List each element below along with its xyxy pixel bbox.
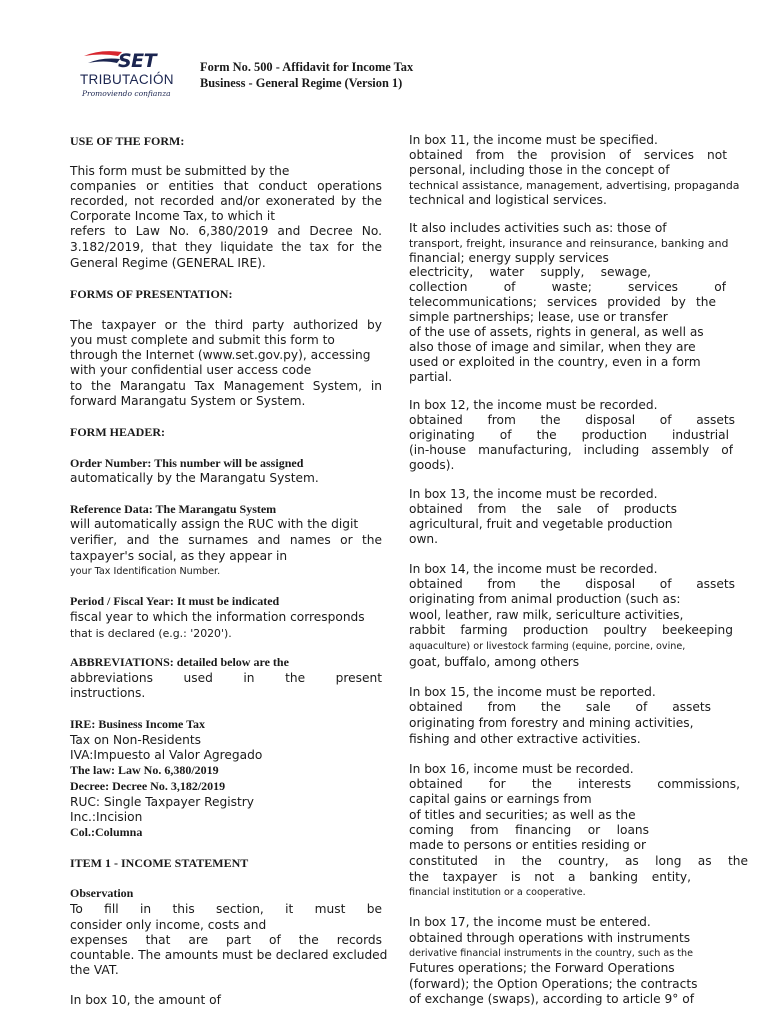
abbreviation-line: Inc.:Incision [70, 810, 143, 824]
text-line: instructions. [70, 686, 146, 700]
text-line: Futures operations; the Forward Operations [409, 961, 675, 975]
abbreviation-line: Tax on Non-Residents [70, 733, 201, 747]
form-title-line: Form No. 500 - Affidavit for Income Tax [200, 60, 414, 74]
text-line: aquaculture) or livestock farming (equine, porcine, ovine, [409, 641, 686, 652]
logo-wordmark: TRIBUTACIÓN [80, 72, 174, 87]
text-line: through the Internet (www.set.gov.py), accessing [70, 348, 371, 362]
text-line: taxpayer's social, as they appear in [70, 549, 288, 563]
text-line: originating of the production industrial [409, 428, 729, 442]
text-line: wool, leather, raw milk, sericulture activities, [409, 608, 684, 622]
text-line: of exchange (swaps), according to article 9° of [409, 992, 695, 1006]
abbreviation-line: IVA:Impuesto al Valor Agregado [70, 748, 263, 762]
text-line: consider only income, costs and [70, 918, 267, 932]
text-line: In box 16, income must be recorded. [409, 762, 634, 776]
section-heading: FORMS OF PRESENTATION: [70, 287, 233, 301]
text-line: abbreviations used in the present [70, 671, 382, 685]
text-line: companies or entities that conduct operations [70, 179, 382, 193]
section-heading: ABBREVIATIONS: detailed below are the [70, 655, 289, 669]
text-line: coming from financing or loans [409, 823, 649, 837]
text-line: goat, buffalo, among others [409, 655, 580, 669]
text-line: refers to Law No. 6,380/2019 and Decree No. [70, 224, 382, 238]
text-line: obtained from the provision of services not [409, 148, 727, 162]
text-line: will automatically assign the RUC with the digit [70, 517, 359, 531]
text-line: electricity, water supply, sewage, [409, 265, 651, 279]
text-line: with your confidential user access code [70, 363, 312, 377]
set-tributacion-logo [78, 48, 188, 104]
text-line: technical and logistical services. [409, 193, 607, 207]
section-heading: FORM HEADER: [70, 425, 165, 439]
text-line: that is declared (e.g.: '2020'). [70, 627, 232, 640]
text-line: originating from animal production (such as: [409, 592, 681, 606]
text-line: This form must be submitted by the [70, 164, 290, 178]
abbreviation-line: The law: Law No. 6,380/2019 [70, 763, 219, 777]
text-line: to the Marangatu Tax Management System, in [70, 379, 382, 393]
text-line: In box 10, the amount of [70, 993, 221, 1007]
text-line: technical assistance, management, advertising, propaganda [409, 179, 740, 192]
text-line: To fill in this section, it must be [70, 902, 382, 916]
text-line: verifier, and the surnames and names or the [70, 533, 382, 547]
text-line: agricultural, fruit and vegetable production [409, 517, 673, 531]
field-heading: Period / Fiscal Year: It must be indicated [70, 594, 280, 608]
text-line: obtained for the interests commissions, [409, 777, 740, 791]
text-line: countable. The amounts must be declared excluded [70, 948, 388, 962]
text-line: made to persons or entities residing or [409, 838, 647, 852]
text-line: partial. [409, 370, 453, 384]
text-line: In box 13, the income must be recorded. [409, 487, 658, 501]
text-line: In box 15, the income must be reported. [409, 685, 656, 699]
text-line: recorded, not recorded and/or exonerated by the [70, 194, 382, 208]
abbreviation-heading: IRE: Business Income Tax [70, 717, 206, 731]
text-line: It also includes activities such as: those of [409, 221, 667, 235]
text-line: rabbit farming production poultry beekeeping [409, 623, 733, 637]
text-line: own. [409, 532, 439, 546]
text-line: financial institution or a cooperative. [409, 887, 586, 898]
text-line: simple partnerships; lease, use or transfer [409, 310, 668, 324]
text-line: forward Marangatu System or System. [70, 394, 306, 408]
text-line: In box 12, the income must be recorded. [409, 398, 658, 412]
text-line: the VAT. [70, 963, 119, 977]
text-line: (in-house manufacturing, including assembly of [409, 443, 733, 457]
logo-tagline: Promoviendo confianza [82, 89, 171, 98]
text-line: 3.182/2019, that they liquidate the tax for the [70, 240, 382, 254]
abbreviation-line: Decree: Decree No. 3,182/2019 [70, 779, 226, 793]
text-line: your Tax Identification Number. [70, 566, 221, 577]
text-line: originating from forestry and mining activities, [409, 716, 694, 730]
text-line: obtained from the disposal of assets [409, 577, 735, 591]
text-line: goods). [409, 458, 455, 472]
text-line: obtained from the disposal of assets [409, 413, 735, 427]
text-line: Corporate Income Tax, to which it [70, 209, 276, 223]
logo-mark: SET [118, 50, 157, 72]
text-line: collection of waste; services of [409, 280, 726, 294]
text-line: derivative financial instruments in the country, such as the [409, 948, 694, 959]
text-line: constituted in the country, as long as the [409, 854, 748, 868]
text-line: capital gains or earnings from [409, 792, 592, 806]
text-line: also those of image and similar, when they are [409, 340, 696, 354]
abbreviation-line: RUC: Single Taxpayer Registry [70, 795, 255, 809]
text-line: (forward); the Option Operations; the contracts [409, 977, 698, 991]
section-heading: ITEM 1 - INCOME STATEMENT [70, 856, 249, 870]
form-title-line: Business - General Regime (Version 1) [200, 76, 403, 90]
text-line: In box 14, the income must be recorded. [409, 562, 658, 576]
text-line: of titles and securities; as well as the [409, 808, 636, 822]
text-line: transport, freight, insurance and reinsurance, banking and [409, 237, 729, 250]
text-line: you must complete and submit this form to [70, 333, 335, 347]
field-heading: Observation [70, 886, 134, 900]
text-line: obtained from the sale of products [409, 502, 677, 516]
form-title [200, 59, 462, 91]
section-heading: USE OF THE FORM: [70, 134, 185, 148]
text-line: personal, including those in the concept of [409, 163, 670, 177]
text-line: In box 11, the income must be specified. [409, 133, 658, 147]
field-heading: Reference Data: The Marangatu System [70, 502, 277, 516]
text-line: obtained through operations with instruments [409, 931, 691, 945]
abbreviation-line: Col.:Columna [70, 825, 143, 839]
text-line: financial; energy supply services [409, 251, 609, 265]
text-line: expenses that are part of the records [70, 933, 382, 947]
text-line: of the use of assets, rights in general, as well as [409, 325, 704, 339]
text-line: fiscal year to which the information corresponds [70, 610, 365, 624]
text-line: the taxpayer is not a banking entity, [409, 870, 691, 884]
text-line: obtained from the sale of assets [409, 700, 711, 714]
text-line: The taxpayer or the third party authorized by [70, 318, 382, 332]
text-line: telecommunications; services provided by the [409, 295, 716, 309]
text-line: used or exploited in the country, even in a form [409, 355, 701, 369]
text-line: automatically by the Marangatu System. [70, 471, 319, 485]
text-line: fishing and other extractive activities. [409, 732, 641, 746]
text-line: General Regime (GENERAL IRE). [70, 256, 266, 270]
field-heading: Order Number: This number will be assigned [70, 456, 304, 470]
text-line: In box 17, the income must be entered. [409, 915, 651, 929]
